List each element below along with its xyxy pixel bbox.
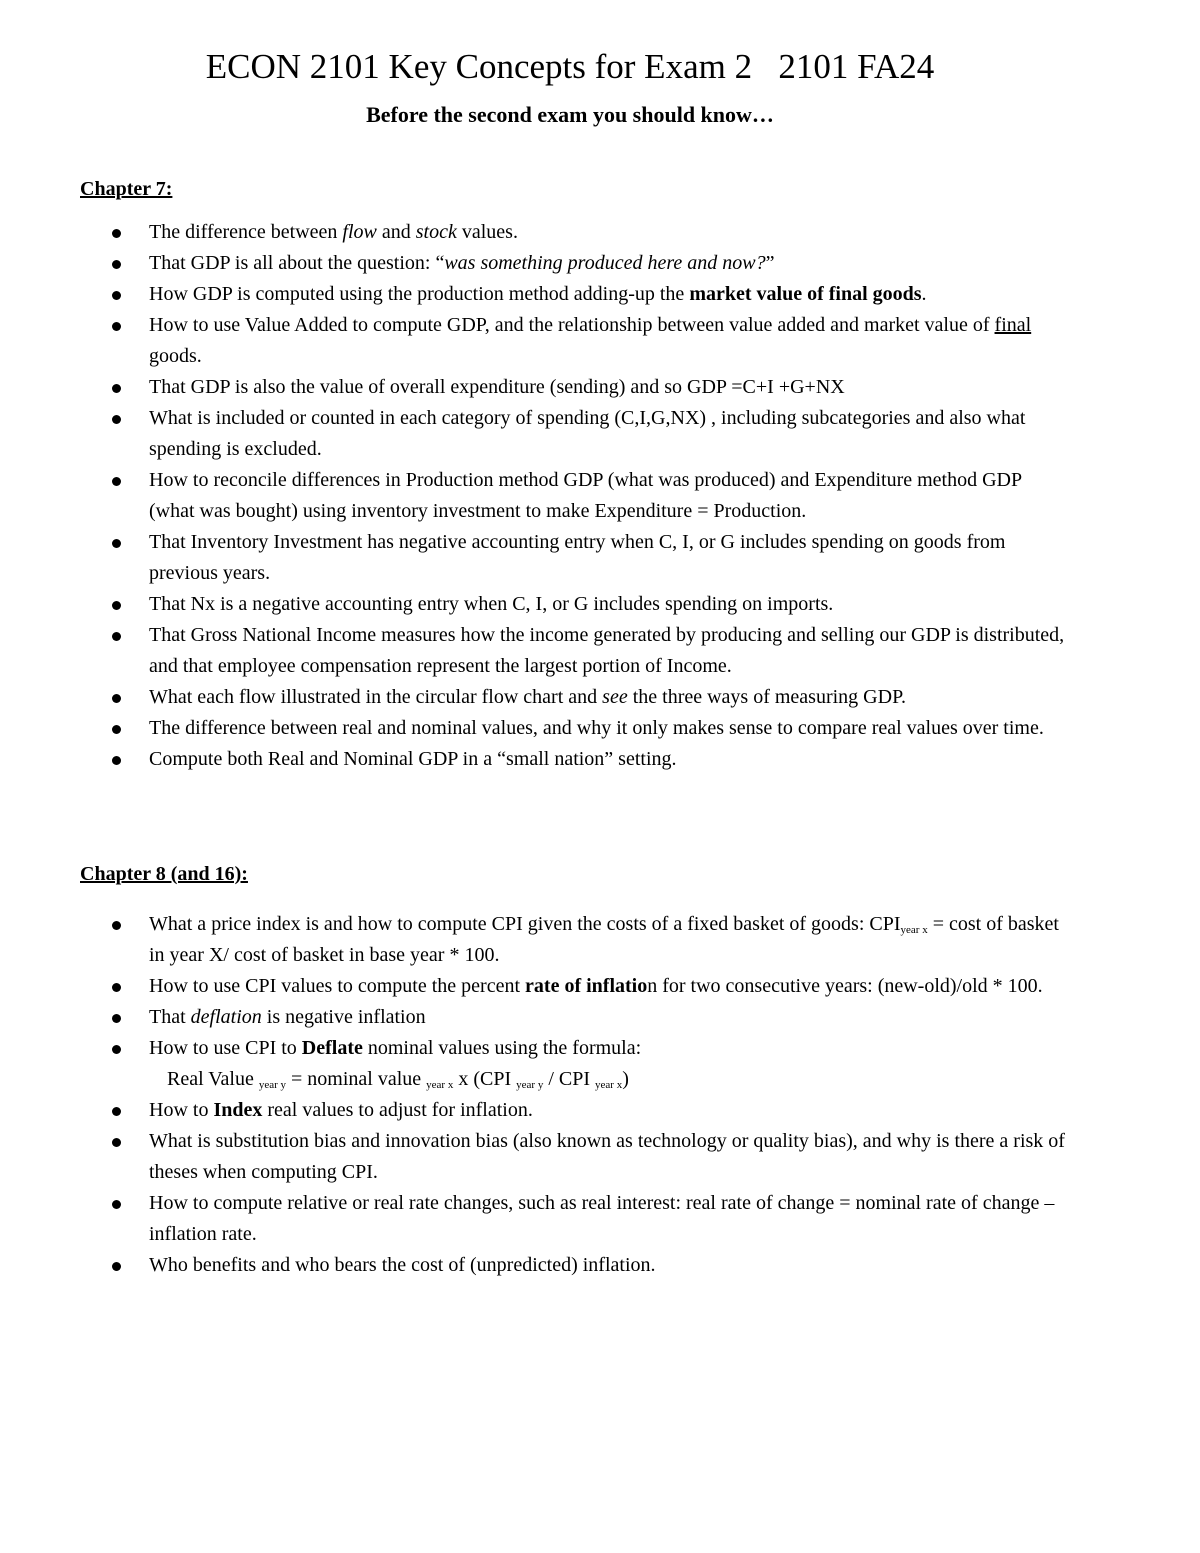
list-item: How to Index real values to adjust for inflation. xyxy=(0,1095,1069,1126)
bullet-icon xyxy=(112,1138,121,1147)
list-item: That Inventory Investment has negative accounting entry when C, I, or G includes spending on goods from previous years. xyxy=(0,527,1069,589)
document-subtitle: Before the second exam you should know… xyxy=(366,102,774,127)
list-item: How to use Value Added to compute GDP, and the relationship between value added and market value of final goods. xyxy=(0,310,1069,372)
list-item: That Gross National Income measures how the income generated by producing and selling our GDP is distributed, and that employee compensation represent the largest portion of Income. xyxy=(0,620,1069,682)
bullet-icon xyxy=(112,694,121,703)
bullet-icon xyxy=(112,384,121,393)
list-item: That Nx is a negative accounting entry when C, I, or G includes spending on imports. xyxy=(0,589,1069,620)
list-item: How to compute relative or real rate changes, such as real interest: real rate of change = nominal rate of change – inflation rate. xyxy=(0,1188,1069,1250)
list-item: How to use CPI values to compute the percent rate of inflation for two consecutive years: (new-old)/old * 100. xyxy=(0,971,1069,1002)
bullet-icon xyxy=(112,1107,121,1116)
bullet-icon xyxy=(112,322,121,331)
deflate-formula: Real Value $_{year y}$ = nominal value $_{year x}$ x (CPI $_{year y}$ / CPI $_{year x}$) xyxy=(167,1068,629,1091)
bullet-icon xyxy=(112,229,121,238)
bullet-icon xyxy=(112,632,121,641)
document-title: ECON 2101 Key Concepts for Exam 2 2101 FA24 xyxy=(205,47,935,86)
list-item: That GDP is also the value of overall expenditure (sending) and so GDP =C+I +G+NX xyxy=(0,372,1069,403)
bullet-icon xyxy=(112,601,121,610)
bullet-icon xyxy=(112,415,121,424)
list-item: How GDP is computed using the production method adding-up the market value of final goods. xyxy=(0,279,1069,310)
list-item: What a price index is and how to compute CPI given the costs of a fixed basket of goods: $CPI_{year x} = \cos t$ of basket in year X/ cost of basket in base year * 100. xyxy=(0,909,1069,971)
list-item: What is substitution bias and innovation bias (also known as technology or quality bias), and why is there a risk of theses when computing CPI. xyxy=(0,1126,1069,1188)
chapter7-list xyxy=(0,217,1200,775)
bullet-icon xyxy=(112,725,121,734)
list-item: How to use CPI to Deflate nominal values using the formula: Real Value $_{year y}$ = nominal value $_{year x}$ x (CPI $_{year y}$ / CPI $_{year x}$) xyxy=(0,1033,1069,1095)
bullet-icon xyxy=(112,756,121,765)
bullet-icon xyxy=(112,539,121,548)
bullet-icon xyxy=(112,983,121,992)
list-item: That GDP is all about the question: “was something produced here and now?” xyxy=(0,248,1069,279)
list-item: That deflation is negative inflation xyxy=(0,1002,1069,1033)
bullet-icon xyxy=(112,1200,121,1209)
chapter8-list xyxy=(0,909,1200,1281)
chapter8-heading: Chapter 8 (and 16): xyxy=(80,863,248,885)
bullet-icon xyxy=(112,477,121,486)
list-item: The difference between real and nominal values, and why it only makes sense to compare real values over time. xyxy=(0,713,1069,744)
list-item: What each flow illustrated in the circular flow chart and see the three ways of measuring GDP. xyxy=(0,682,1069,713)
list-item: Compute both Real and Nominal GDP in a “small nation” setting. xyxy=(0,744,1069,775)
bullet-icon xyxy=(112,260,121,269)
list-item: How to reconcile differences in Production method GDP (what was produced) and Expenditure method GDP (what was bought) using inventory investment to make Expenditure = Production. xyxy=(0,465,1069,527)
list-item: The difference between flow and stock values. xyxy=(0,217,1069,248)
bullet-icon xyxy=(112,1262,121,1271)
bullet-icon xyxy=(112,291,121,300)
list-item: What is included or counted in each category of spending (C,I,G,NX) , including subcategories and also what spending is excluded. xyxy=(0,403,1069,465)
bullet-icon xyxy=(112,1045,121,1054)
list-item: Who benefits and who bears the cost of (unpredicted) inflation. xyxy=(0,1250,1069,1281)
chapter7-heading: Chapter 7: xyxy=(80,178,173,200)
bullet-icon xyxy=(112,1014,121,1023)
bullet-icon xyxy=(112,921,121,930)
